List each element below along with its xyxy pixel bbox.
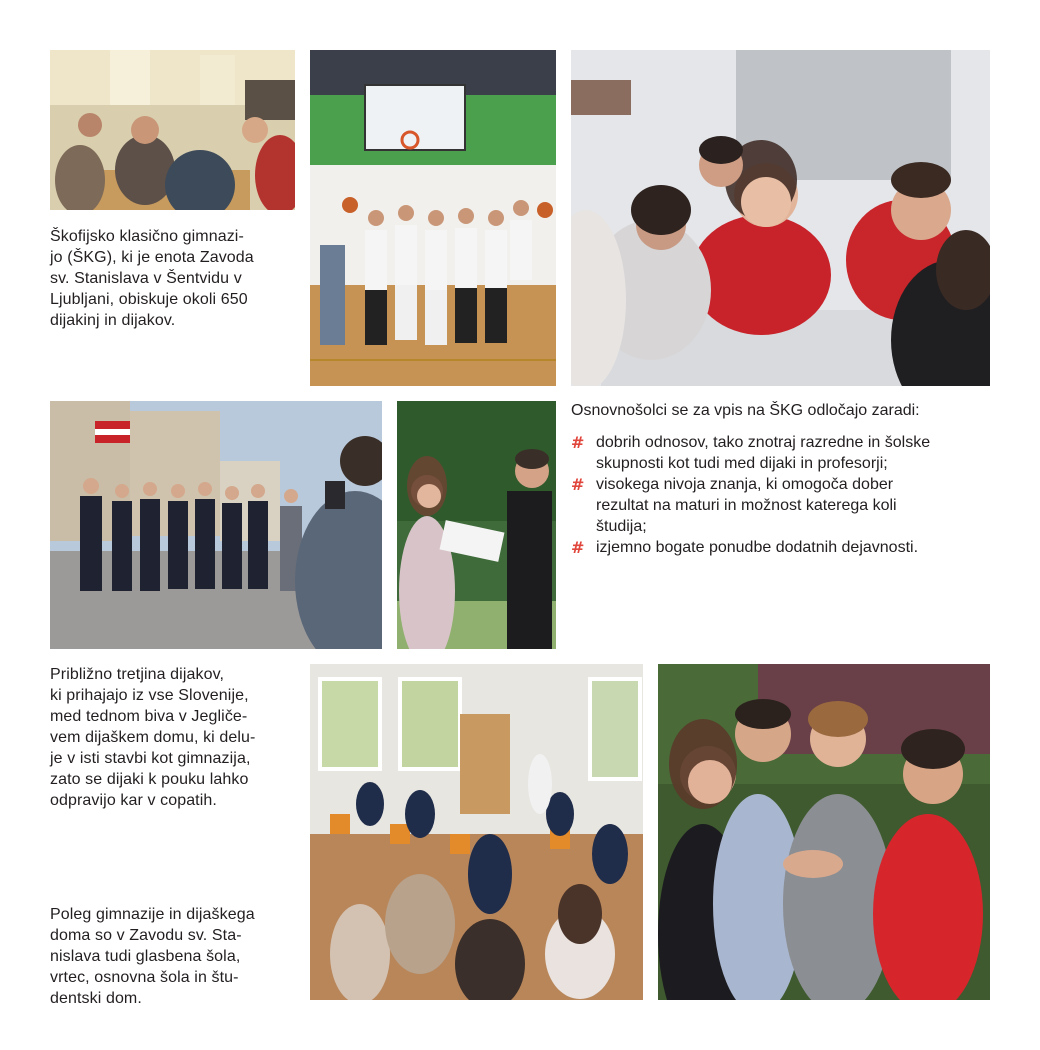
reason-item <box>571 432 1011 474</box>
intro-paragraph <box>50 226 290 331</box>
dorm-line: odpravijo kar v copatih. <box>50 792 217 809</box>
dorm-line: Približno tretjina dijakov, <box>50 666 225 683</box>
reason-line: visokega nivoja znanja, ki omogoča dober <box>596 476 894 493</box>
dorm-line: med tednom biva v Jegliče- <box>50 708 248 725</box>
dorm-line: ki prihajajo iz vse Slovenije, <box>50 687 249 704</box>
photo-basketball-team <box>310 50 556 386</box>
institution-line: doma so v Zavodu sv. Sta- <box>50 927 242 944</box>
institution-line: dentski dom. <box>50 990 142 1007</box>
institution-line: vrtec, osnovna šola in štu- <box>50 969 239 986</box>
photo-diploma-handover <box>397 401 556 649</box>
intro-line: Ljubljani, obiskuje okoli 650 <box>50 291 248 308</box>
reason-line: izjemno bogate ponudbe dodatnih dejavnosti. <box>596 539 919 556</box>
reason-line: študija; <box>596 518 647 535</box>
institution-paragraph <box>50 904 300 1009</box>
reasons-section <box>571 400 1011 558</box>
hash-bullet-icon: # <box>571 433 585 452</box>
photo-classroom-students <box>50 50 295 210</box>
reason-line: dobrih odnosov, tako znotraj razredne in šolske <box>596 434 931 451</box>
photo-smiling-teens <box>658 664 990 1000</box>
hash-bullet-icon: # <box>571 475 585 494</box>
intro-line: sv. Stanislava v Šentvidu v <box>50 270 242 287</box>
hash-bullet-icon: # <box>571 538 585 557</box>
dorm-line: je v isti stavbi kot gimnazija, <box>50 750 251 767</box>
dorm-paragraph <box>50 664 300 811</box>
institution-line: Poleg gimnazije in dijaškega <box>50 906 255 923</box>
dorm-line: zato se dijaki k pouku lahko <box>50 771 249 788</box>
photo-students-street <box>50 401 382 649</box>
intro-line: jo (ŠKG), ki je enota Zavoda <box>50 249 254 266</box>
intro-line: Škofijsko klasično gimnazi- <box>50 228 244 245</box>
reason-line: rezultat na maturi in možnost katerega koli <box>596 497 897 514</box>
intro-line: dijakinj in dijakov. <box>50 312 176 329</box>
reason-item <box>571 474 1011 537</box>
photo-classroom-circle <box>310 664 643 1000</box>
institution-line: nislava tudi glasbena šola, <box>50 948 241 965</box>
photo-students-talking <box>571 50 990 386</box>
reasons-list <box>571 432 1011 558</box>
reason-line: skupnosti kot tudi med dijaki in profesorji; <box>596 455 888 472</box>
reason-item <box>571 537 1011 558</box>
reasons-intro: Osnovnošolci se za vpis na ŠKG odločajo zaradi: <box>571 402 920 419</box>
dorm-line: vem dijaškem domu, ki delu- <box>50 729 256 746</box>
